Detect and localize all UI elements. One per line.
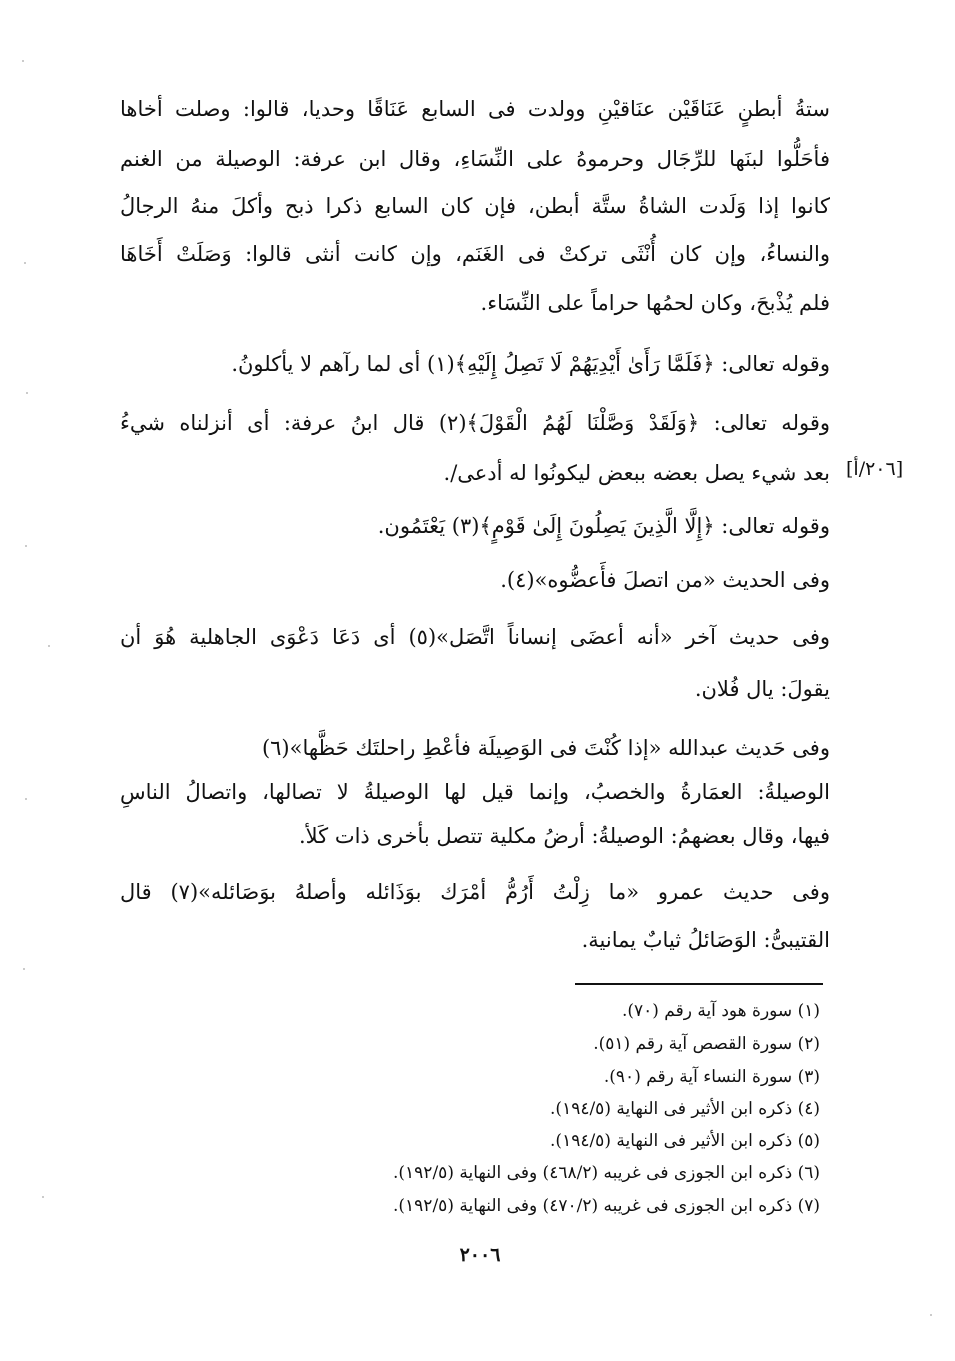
- text-line: القتيبىُّ: الوَصَائلُ ثيابٌ يمانية.: [581, 928, 830, 952]
- text-line: وقوله تعالى: ﴿وَلَقَدْ وَصَّلْنَا لَهُمُ الْقَوْلَ﴾(٢) قال ابنُ عرفة: أى أنزلناه شيءُ: [120, 411, 830, 435]
- text-line: بعد شيء يصل بعضه ببعض ليكونُوا له أدعى/.: [443, 461, 830, 485]
- text-line: وفى حديث آخر «أنه أعضَى إنساناً اتَّصَل»(٥) أى دَعَا دَعْوَى الجاهلية هُوَ أن: [120, 625, 830, 649]
- footnote-separator: [575, 983, 823, 985]
- scan-speckle: [930, 1314, 932, 1316]
- text-line: وفى الحديث «من اتصلَ فأَعضُّوه»(٤).: [500, 568, 830, 592]
- text-line: فيها، وقال بعضهمُ: الوصيلةُ: أرضُ مكلية تتصل بأخرى ذات كَلأ.: [298, 824, 830, 848]
- text-line: ستةُ أبطنٍ عَنَاقَيْن عنَاقيْنِ وولدت فى السابع عَنَاقًا وحديا، قالوا: وصلت أخاها: [120, 97, 830, 121]
- page-number: ٢٠٠٦: [459, 1244, 501, 1266]
- scan-speckle: [25, 545, 27, 547]
- text-line: الوصيلةُ: العمَارةُ والخصبُ، وإنما قيل لها الوصيلةُ لا تصالها، واتصالُ الناسِ: [120, 780, 830, 804]
- text-line: فلم يُذْبحَ، وكان لحمُها حراماً على النِّسَاء.: [480, 291, 830, 315]
- margin-reference: [٢٠٦/أ]: [846, 458, 904, 480]
- scan-speckle: [48, 645, 50, 647]
- scan-speckle: [24, 262, 26, 264]
- footnote: (٣) سورة النساء آية رقم (٩٠).: [603, 1067, 820, 1087]
- footnote: (٢) سورة القصص آية رقم (٥١).: [593, 1034, 820, 1054]
- footnote: (٦) ذكره ابن الجوزى فى غريبه (٤٦٨/٢) وفى النهاية (١٩٢/٥).: [393, 1163, 820, 1183]
- footnote: (١) سورة هود آية رقم (٧٠).: [621, 1001, 820, 1021]
- scan-speckle: [22, 60, 24, 62]
- text-line: وقوله تعالى: ﴿إِلَّا الَّذِينَ يَصِلُونَ إِلَىٰ قَوْمٍ﴾(٣) يَعْتَمُون.: [377, 514, 830, 538]
- scan-speckle: [42, 1196, 44, 1198]
- text-line: فأحَلُّوا لبنَها للرِّجَال وحرموهُ على النِّسَاءِ، وقال ابن عرفة: الوصيلة من الغنم: [120, 147, 830, 171]
- footnote: (٥) ذكره ابن الأثير فى النهاية (١٩٤/٥).: [550, 1131, 820, 1151]
- text-line: والنساءُ، وإن كان أُنْثَى تركتْ فى الغَنَم، وإن كانت أنثى قالوا: وَصَلَتْ أَخَاهَا: [120, 242, 830, 266]
- text-line: وفى حَديث عبدالله «إذا كُنْتَ فى الوَصِيلَة فأعْطِ راحلتَك حَظَّها»(٦): [261, 736, 830, 760]
- footnote: (٧) ذكره ابن الجوزى فى غريبه (٤٧٠/٢) وفى النهاية (١٩٢/٥).: [393, 1196, 820, 1216]
- scan-speckle: [26, 392, 28, 394]
- scan-speckle: [23, 968, 25, 970]
- text-line: يقولَ: يال فُلان.: [694, 677, 830, 701]
- text-line: وقوله تعالى: ﴿فَلَمَّا رَأَىٰ أَيْدِيَهُمْ لَا تَصِلُ إِلَيْهِ﴾(١) أى لما رآهم لا يأكلونُ.: [231, 352, 830, 376]
- text-line: كانوا إذا وَلَدت الشاةُ ستَّة أبطن، فإن كان السابع ذكرا ذبح وأكلَ منهُ الرجالُ: [120, 194, 830, 218]
- footnote: (٤) ذكره ابن الأثير فى النهاية (١٩٤/٥).: [550, 1099, 820, 1119]
- text-line: وفى حديث عمرو «ما زِلْتُ أَرُمُّ أمْرَك بوَذَائله وأصلهُ بوَصَائله»(٧) قال: [120, 880, 830, 904]
- scan-speckle: [25, 798, 27, 800]
